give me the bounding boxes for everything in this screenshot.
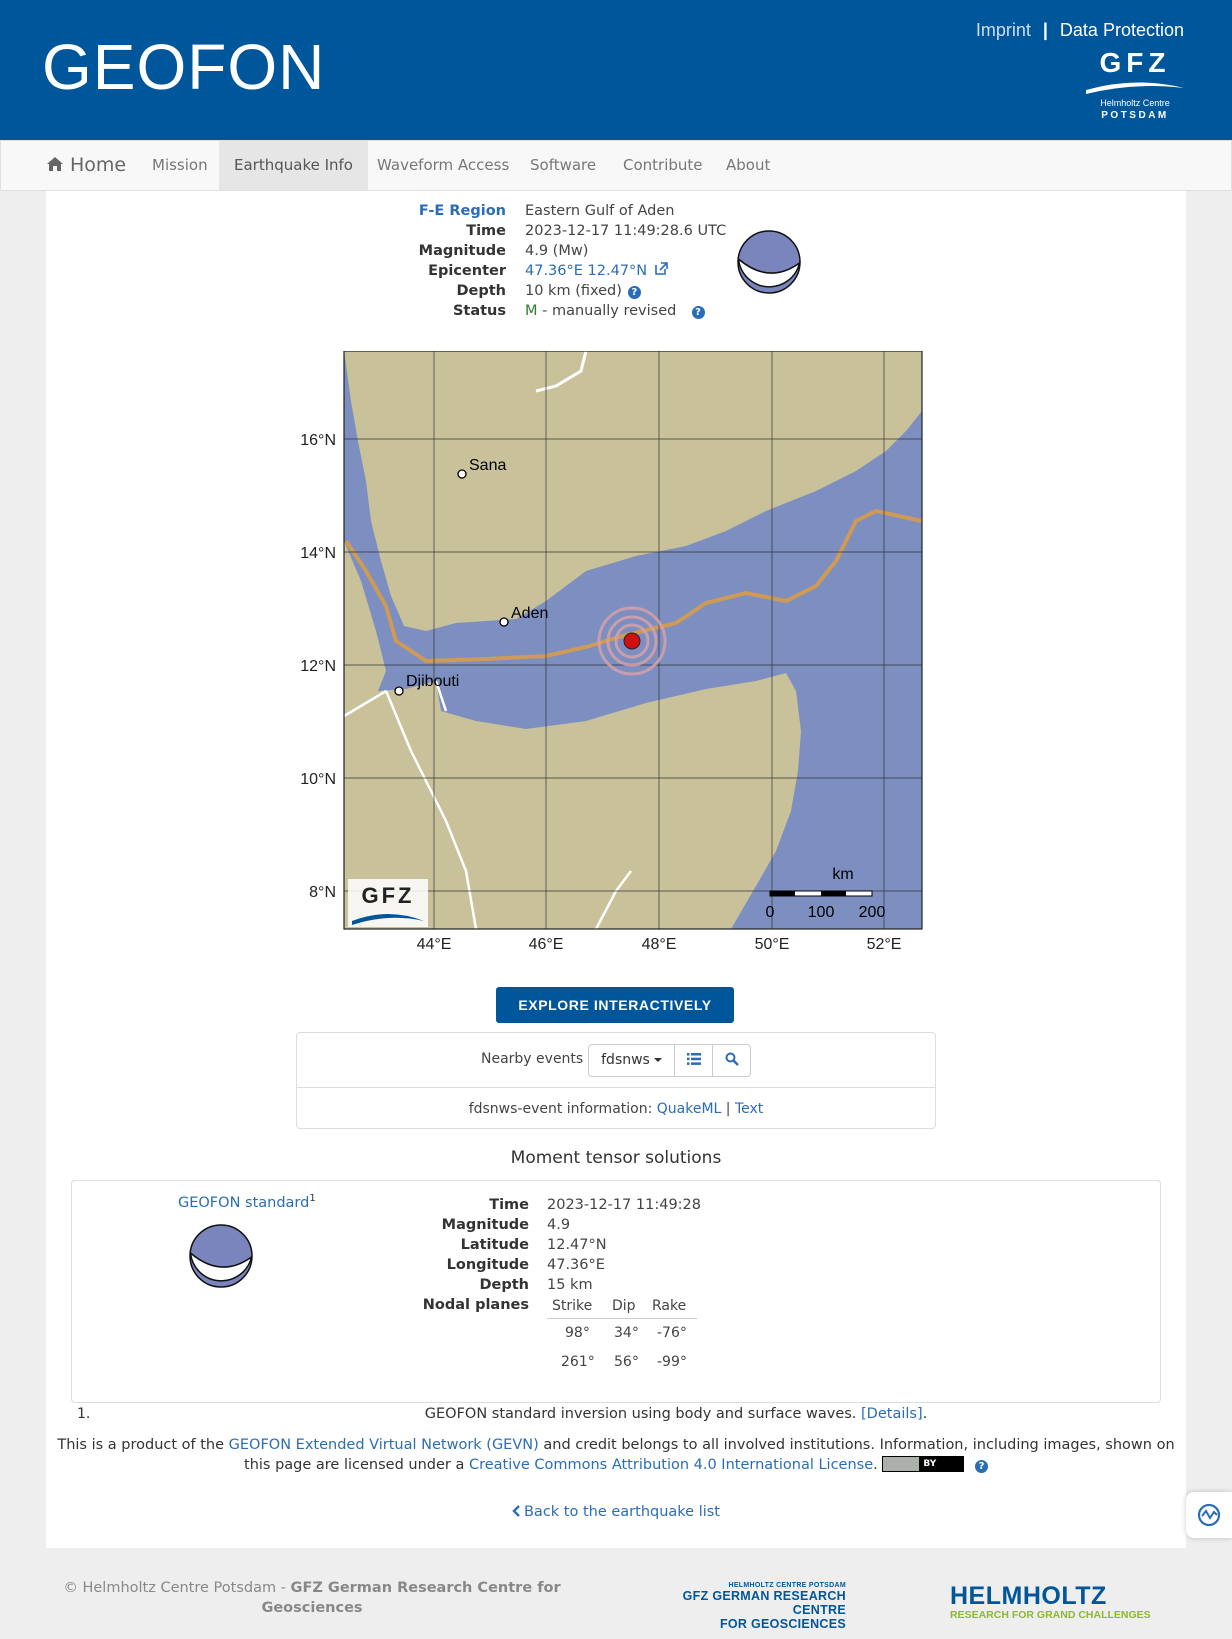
mt-row-longitude bbox=[72, 1255, 1160, 1275]
np-header-dip: Dip bbox=[612, 1298, 636, 1314]
status-label: Status bbox=[452, 303, 506, 319]
gfz-logo-text: GFZ bbox=[1099, 48, 1171, 78]
footer-helmholtz-title: HELMHOLTZ bbox=[950, 1582, 1107, 1610]
mt-nodal-label: Nodal planes bbox=[422, 1297, 529, 1313]
np-row1-strike: 98° bbox=[565, 1325, 590, 1341]
license-text-1: This is a product of the bbox=[57, 1437, 225, 1453]
event-map-svg bbox=[286, 351, 936, 951]
epicenter-link[interactable]: 47.36°E 12.47°N bbox=[525, 263, 648, 279]
lat-label-16: 16°N bbox=[300, 432, 336, 449]
footnote-body: GEOFON standard inversion using body and surface waves. bbox=[424, 1406, 857, 1422]
geofon-standard-link[interactable]: GEOFON standard bbox=[178, 1194, 310, 1211]
status-code: M bbox=[525, 303, 538, 319]
nav-home[interactable] bbox=[31, 141, 141, 190]
list-icon bbox=[687, 1053, 701, 1065]
license-notice bbox=[56, 1435, 1176, 1475]
lat-label-8: 8°N bbox=[309, 884, 336, 901]
mt-row-depth bbox=[72, 1275, 1160, 1295]
moment-tensor-panel bbox=[71, 1180, 1161, 1403]
back-to-list-label: Back to the earthquake list bbox=[523, 1504, 720, 1520]
np-header-strike: Strike bbox=[552, 1298, 593, 1314]
event-row-magnitude bbox=[46, 241, 1186, 261]
cc-by-badge[interactable] bbox=[882, 1456, 964, 1472]
moment-tensor-title: Moment tensor solutions bbox=[510, 1148, 722, 1168]
region-value: Eastern Gulf of Aden bbox=[525, 203, 675, 219]
license-help-icon[interactable]: ? bbox=[975, 1460, 988, 1473]
search-events-button[interactable] bbox=[712, 1044, 751, 1077]
status-text: - manually revised bbox=[542, 303, 677, 319]
data-protection-link[interactable]: Data Protection bbox=[1059, 20, 1184, 40]
nav-contribute[interactable]: Contribute bbox=[623, 156, 703, 174]
nearby-events-panel bbox=[296, 1032, 936, 1129]
mt-longitude-label: Longitude bbox=[446, 1257, 529, 1273]
lon-label-46: 46°E bbox=[528, 936, 564, 951]
city-aden-marker bbox=[500, 618, 508, 626]
footer-gfz-logo[interactable] bbox=[650, 1582, 846, 1631]
lat-label-14: 14°N bbox=[300, 545, 336, 562]
chevron-down-icon bbox=[654, 1058, 662, 1062]
depth-text: 10 km (fixed) bbox=[525, 283, 622, 299]
chevron-left-icon bbox=[512, 1505, 521, 1517]
time-value: 2023-12-17 11:49:28.6 UTC bbox=[525, 223, 727, 239]
details-link[interactable]: [Details] bbox=[861, 1406, 923, 1422]
scale-tick-200: 200 bbox=[858, 904, 886, 921]
gfz-logo-sub1: Helmholtz Centre bbox=[1100, 98, 1170, 108]
city-aden-label: Aden bbox=[511, 605, 549, 622]
source-dropdown-value: fdsnws bbox=[601, 1052, 650, 1068]
site-header bbox=[0, 0, 1232, 140]
mt-depth-value: 15 km bbox=[547, 1277, 593, 1293]
fdsnws-info bbox=[297, 1089, 935, 1129]
gevn-link[interactable]: GEOFON Extended Virtual Network (GEVN) bbox=[228, 1437, 539, 1453]
lon-label-52: 52°E bbox=[866, 936, 902, 951]
event-row-status bbox=[46, 301, 1186, 321]
top-links bbox=[976, 20, 1184, 41]
search-icon bbox=[725, 1052, 739, 1066]
external-link-icon[interactable] bbox=[655, 262, 668, 275]
epicenter-value bbox=[525, 261, 668, 281]
footer-copyright bbox=[62, 1578, 562, 1618]
top-links-separator: | bbox=[1042, 20, 1048, 40]
explore-interactively-button[interactable]: EXPLORE INTERACTIVELY bbox=[496, 987, 734, 1023]
footer-gfz-small: HELMHOLTZ CENTRE POTSDAM bbox=[728, 1582, 846, 1589]
city-djibouti-label: Djibouti bbox=[406, 673, 460, 690]
accessibility-widget[interactable] bbox=[1186, 1492, 1232, 1538]
mt-magnitude-value: 4.9 bbox=[547, 1217, 571, 1233]
np-row2-strike: 261° bbox=[561, 1354, 595, 1370]
back-link-row bbox=[46, 1504, 1186, 1520]
region-label[interactable]: F-E Region bbox=[418, 203, 506, 219]
epicenter-label: Epicenter bbox=[428, 263, 506, 279]
np-row1-rake: -76° bbox=[657, 1325, 687, 1341]
footer-copy-bold: GFZ German Research Centre for Geosciences bbox=[261, 1580, 561, 1616]
fdsnws-info-prefix: fdsnws-event information: bbox=[468, 1101, 653, 1117]
main-navbar bbox=[0, 140, 1232, 191]
np-row2-dip: 56° bbox=[614, 1354, 639, 1370]
scale-tick-100: 100 bbox=[807, 904, 835, 921]
map-logo-text: GFZ bbox=[361, 883, 415, 908]
lat-label-10: 10°N bbox=[300, 771, 336, 788]
source-dropdown[interactable] bbox=[588, 1044, 675, 1077]
license-text-2: and credit belongs to all involved institutions. Information, including images, shown on this page are licensed under a bbox=[244, 1437, 1175, 1473]
event-row-time bbox=[46, 221, 1186, 241]
text-link[interactable]: Text bbox=[734, 1101, 764, 1117]
magnitude-value: 4.9 (Mw) bbox=[525, 243, 589, 259]
mt-magnitude-label: Magnitude bbox=[441, 1217, 529, 1233]
scale-unit: km bbox=[832, 866, 854, 883]
mt-row-magnitude bbox=[72, 1215, 1160, 1235]
mt-time-label: Time bbox=[489, 1197, 529, 1213]
mt-longitude-value: 47.36°E bbox=[547, 1257, 605, 1273]
lon-label-48: 48°E bbox=[641, 936, 677, 951]
footnote-text bbox=[46, 1406, 1186, 1422]
nav-mission[interactable]: Mission bbox=[152, 156, 208, 174]
event-map[interactable] bbox=[286, 351, 936, 951]
footnote-ref[interactable]: 1 bbox=[309, 1193, 316, 1204]
fdsnws-link-separator: | bbox=[725, 1101, 731, 1117]
event-row-depth bbox=[46, 281, 1186, 301]
footer-gfz-line2: FOR GEOSCIENCES bbox=[719, 1617, 846, 1631]
site-brand[interactable]: GEOFON bbox=[42, 31, 326, 103]
lon-label-44: 44°E bbox=[416, 936, 452, 951]
mt-row-time bbox=[72, 1195, 1160, 1215]
nav-home-label: Home bbox=[70, 154, 127, 176]
list-events-button[interactable] bbox=[674, 1044, 713, 1077]
status-value bbox=[525, 301, 705, 321]
mt-latitude-value: 12.47°N bbox=[547, 1237, 607, 1253]
np-row1-dip: 34° bbox=[614, 1325, 639, 1341]
footer-gfz-line1: GFZ GERMAN RESEARCH CENTRE bbox=[682, 1589, 846, 1617]
main-content bbox=[46, 191, 1186, 1548]
nav-software[interactable]: Software bbox=[530, 156, 597, 174]
gfz-header-logo[interactable] bbox=[1080, 48, 1190, 124]
footer-copy-prefix: © Helmholtz Centre Potsdam - bbox=[63, 1580, 286, 1596]
lat-label-12: 12°N bbox=[300, 658, 336, 675]
cc-license-link[interactable]: Creative Commons Attribution 4.0 International License bbox=[468, 1457, 874, 1473]
nav-earthquake-info[interactable]: Earthquake Info bbox=[219, 141, 368, 190]
license-text-3: . bbox=[873, 1457, 878, 1473]
back-to-list-link[interactable] bbox=[512, 1504, 720, 1520]
event-beachball-icon[interactable] bbox=[736, 229, 802, 295]
gfz-logo-sub2: POTSDAM bbox=[1101, 110, 1169, 121]
lon-label-50: 50°E bbox=[754, 936, 790, 951]
depth-value bbox=[525, 281, 641, 301]
nav-about[interactable]: About bbox=[726, 156, 771, 174]
gfz-logo-swoosh bbox=[1086, 82, 1184, 94]
footnote-end: . bbox=[922, 1406, 928, 1422]
city-sana-label: Sana bbox=[469, 457, 507, 474]
depth-label: Depth bbox=[456, 283, 506, 299]
footer-helmholtz-logo[interactable] bbox=[950, 1582, 1151, 1621]
mt-latitude-label: Latitude bbox=[460, 1237, 529, 1253]
np-header-rake: Rake bbox=[652, 1298, 687, 1314]
depth-help-icon[interactable]: ? bbox=[628, 286, 641, 299]
np-row2-rake: -99° bbox=[657, 1354, 687, 1370]
time-label: Time bbox=[466, 223, 506, 239]
nearby-events-label: Nearby events bbox=[481, 1051, 584, 1067]
magnitude-label: Magnitude bbox=[418, 243, 506, 259]
epicenter-marker bbox=[599, 608, 665, 674]
event-row-epicenter bbox=[46, 261, 1186, 281]
status-help-icon[interactable]: ? bbox=[692, 306, 705, 319]
city-sana-marker bbox=[458, 470, 466, 478]
map-gfz-logo bbox=[348, 879, 428, 927]
city-djibouti-marker bbox=[395, 687, 403, 695]
imprint-link[interactable]: Imprint bbox=[975, 20, 1031, 40]
quakeml-link[interactable]: QuakeML bbox=[656, 1101, 722, 1117]
nav-waveform-access[interactable]: Waveform Access bbox=[377, 156, 510, 174]
mt-depth-label: Depth bbox=[479, 1277, 529, 1293]
event-row-region bbox=[46, 201, 1186, 221]
home-icon bbox=[46, 156, 64, 172]
footer-helmholtz-sub: RESEARCH FOR GRAND CHALLENGES bbox=[950, 1609, 1151, 1621]
scale-tick-0: 0 bbox=[765, 904, 775, 921]
accessibility-icon bbox=[1186, 1492, 1232, 1538]
cc-badge-text: BY bbox=[923, 1459, 937, 1469]
mt-time-value: 2023-12-17 11:49:28 bbox=[547, 1197, 701, 1213]
mt-row-latitude bbox=[72, 1235, 1160, 1255]
footnote-number: 1. bbox=[77, 1406, 91, 1422]
